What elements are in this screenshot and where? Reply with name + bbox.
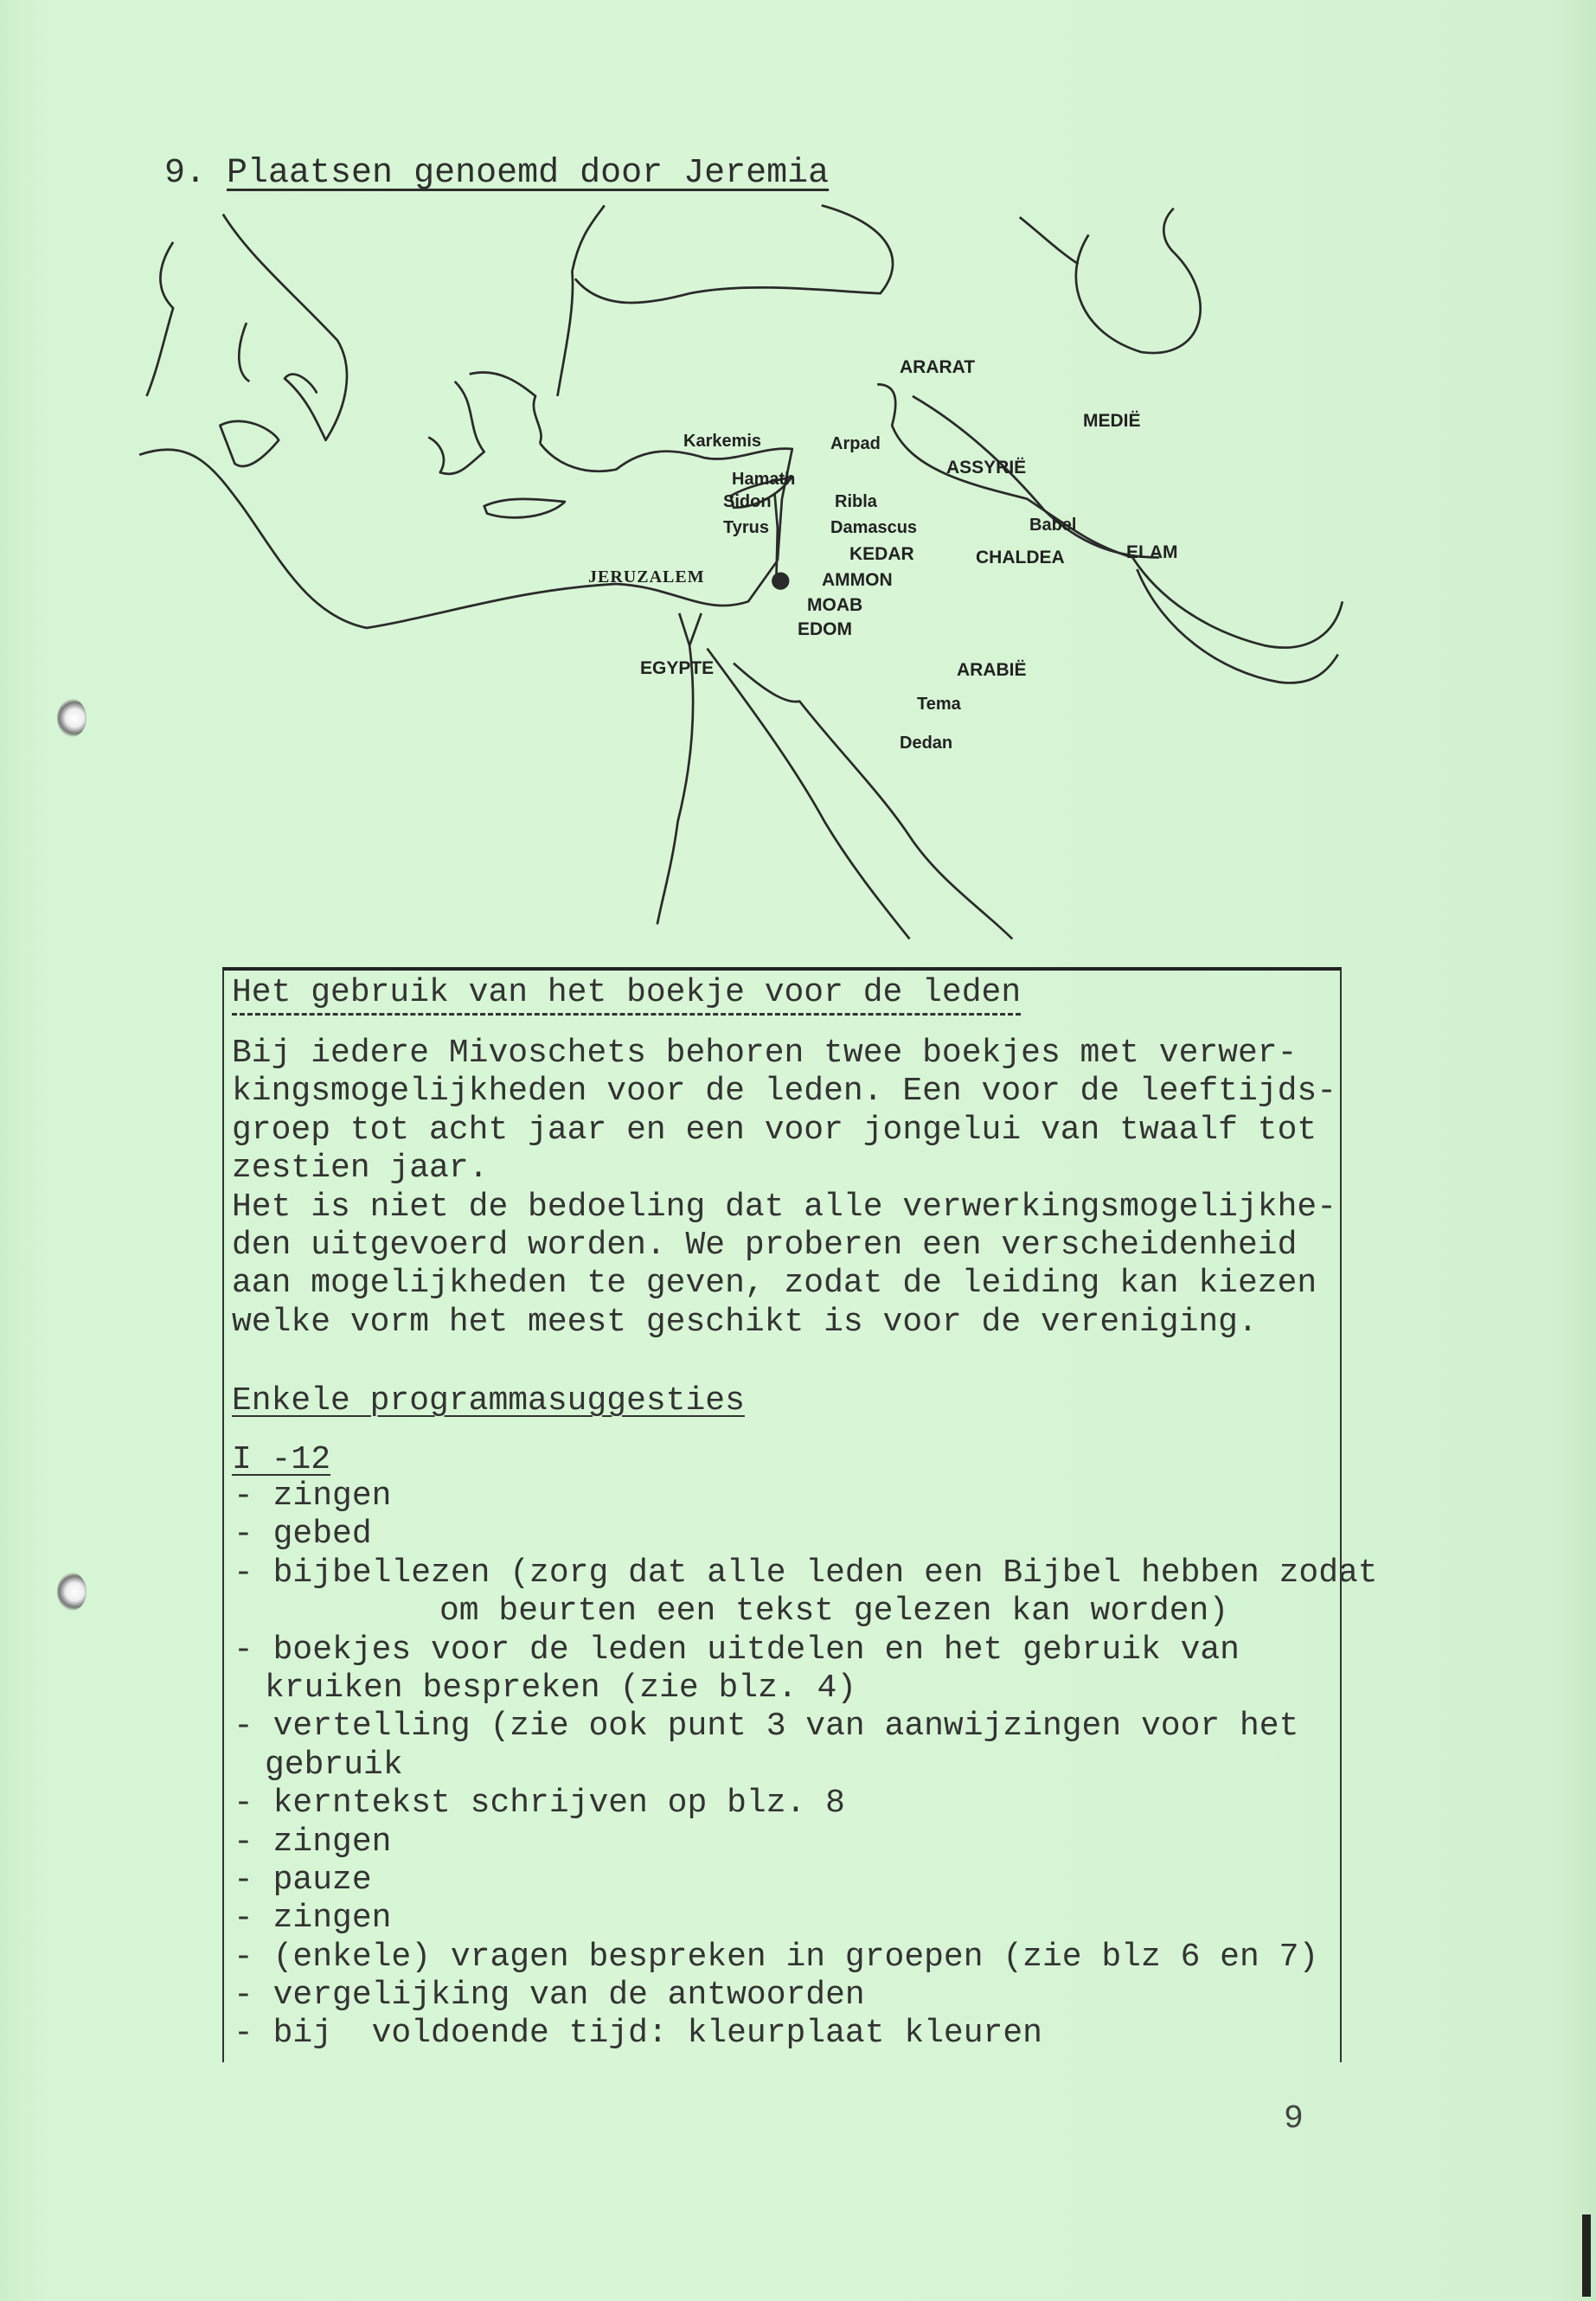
map-label-sidon: Sidon [723,492,772,511]
list-item: - vertelling (zie ook punt 3 van aanwijzingen voor het [234,1708,1299,1746]
map-nile-delta [679,613,701,645]
list-item: - zingen [234,1900,392,1938]
map-label-damascus: Damascus [830,518,918,537]
map-label-edom: EDOM [798,619,852,639]
map-label-hamath: Hamath [732,470,796,489]
punch-hole [57,1573,87,1611]
map-nile [657,645,693,924]
map-black-sea-west [557,205,604,395]
map-label-karkemis: Karkemis [683,432,762,451]
list-item: - pauze [234,1861,372,1899]
list-item: - zingen [234,1823,392,1861]
section-number: 9. [164,154,207,193]
paragraph-line: zestien jaar. [232,1150,489,1188]
map-aegean [470,372,542,443]
list-item-continuation: kruiken bespreken (zie blz. 4) [265,1669,857,1707]
list-item: - bij voldoende tijd: kleurplaat kleuren [234,2015,1042,2053]
map-italy [223,215,347,440]
list-item: - kerntekst schrijven op blz. 8 [234,1785,845,1823]
map-gulf-north [1132,557,1343,647]
age-group-label: I -12 [232,1441,331,1478]
map-label-egypte: EGYPTE [640,658,715,678]
list-item-continuation: om beurten een tekst gelezen kan worden) [439,1593,1229,1631]
list-item: - boekjes voor de leden uitdelen en het gebruik van [234,1631,1240,1669]
map-label-assyrie: ASSYRIË [946,458,1027,478]
title-text: Plaatsen genoemd door Jeremia [227,154,830,193]
map-label-arpad: Arpad [830,434,881,453]
map-black-sea [575,205,893,303]
map-label-moab: MOAB [807,595,863,615]
map-label-tyrus: Tyrus [723,518,769,537]
map-spain-coast [147,242,174,396]
map-caspian [1076,208,1201,353]
paragraph-line: groep tot acht jaar en een voor jongelui van twaalf tot [232,1111,1317,1149]
map-label-kedar: KEDAR [849,544,914,564]
map-label-babel: Babel [1029,516,1077,535]
map-label-arabie: ARABIË [957,660,1027,680]
list-item: - bijbellezen (zorg dat alle leden een Bijbel hebben zodat [234,1554,1378,1592]
list-item-continuation: gebruik [265,1746,403,1784]
map-africa-coast [139,450,778,628]
paragraph-line: aan mogelijkheden te geven, zodat de leiding kan kiezen [232,1265,1317,1303]
map-drawing [0,0,1596,969]
map-gulf-south [1137,569,1337,683]
list-item: - zingen [234,1477,392,1515]
paragraph-line: kingsmogelijkheden voor de leden. Een voor de leeftijds- [232,1073,1337,1111]
paragraph-line: den uitgevoerd worden. We proberen een verscheidenheid [232,1226,1298,1264]
map-label-ammon: AMMON [822,570,893,590]
program-subheading: Enkele programmasuggesties [232,1382,745,1420]
map-sicily [220,421,279,466]
page-edge-mark [1582,2214,1591,2297]
map-greece [428,381,484,474]
map-red-sea-east [734,663,1012,939]
jerusalem-marker [772,572,789,589]
list-item: - (enkele) vragen bespreken in groepen (zie blz 6 en 7) [234,1938,1319,1976]
intro-paragraph [232,1035,1336,1342]
map-label-ribla: Ribla [835,492,877,511]
map-label-elam: ELAM [1126,542,1178,562]
map-label-tema: Tema [917,695,961,714]
map-label-jeruzalem: JERUZALEM [588,567,705,586]
box-heading: Het gebruik van het boekje voor de leden [232,974,1021,1016]
paragraph-line: welke vorm het meest geschikt is voor de vereniging. [232,1303,1258,1341]
map-label-chaldea: CHALDEA [976,548,1065,567]
map-label-ararat: ARARAT [900,357,976,377]
map-label-dedan: Dedan [900,734,953,753]
list-item: - vergelijking van de antwoorden [234,1977,865,2015]
map-sardinia [239,323,249,381]
program-list [234,1477,1378,2054]
map-jordan [774,493,777,587]
paragraph-line: Bij iedere Mivoschets behoren twee boekjes met verwer- [232,1035,1298,1072]
map-caucasus [1020,217,1079,264]
page-number: 9 [1284,2100,1304,2138]
map-crete [484,499,565,518]
map-red-sea-west [707,649,909,939]
paragraph-line: Het is niet de bedoeling dat alle verwerkingsmogelijkhe- [232,1188,1337,1226]
map-label-medie: MEDIË [1083,411,1141,431]
list-item: - gebed [234,1516,372,1554]
punch-hole [57,699,87,737]
